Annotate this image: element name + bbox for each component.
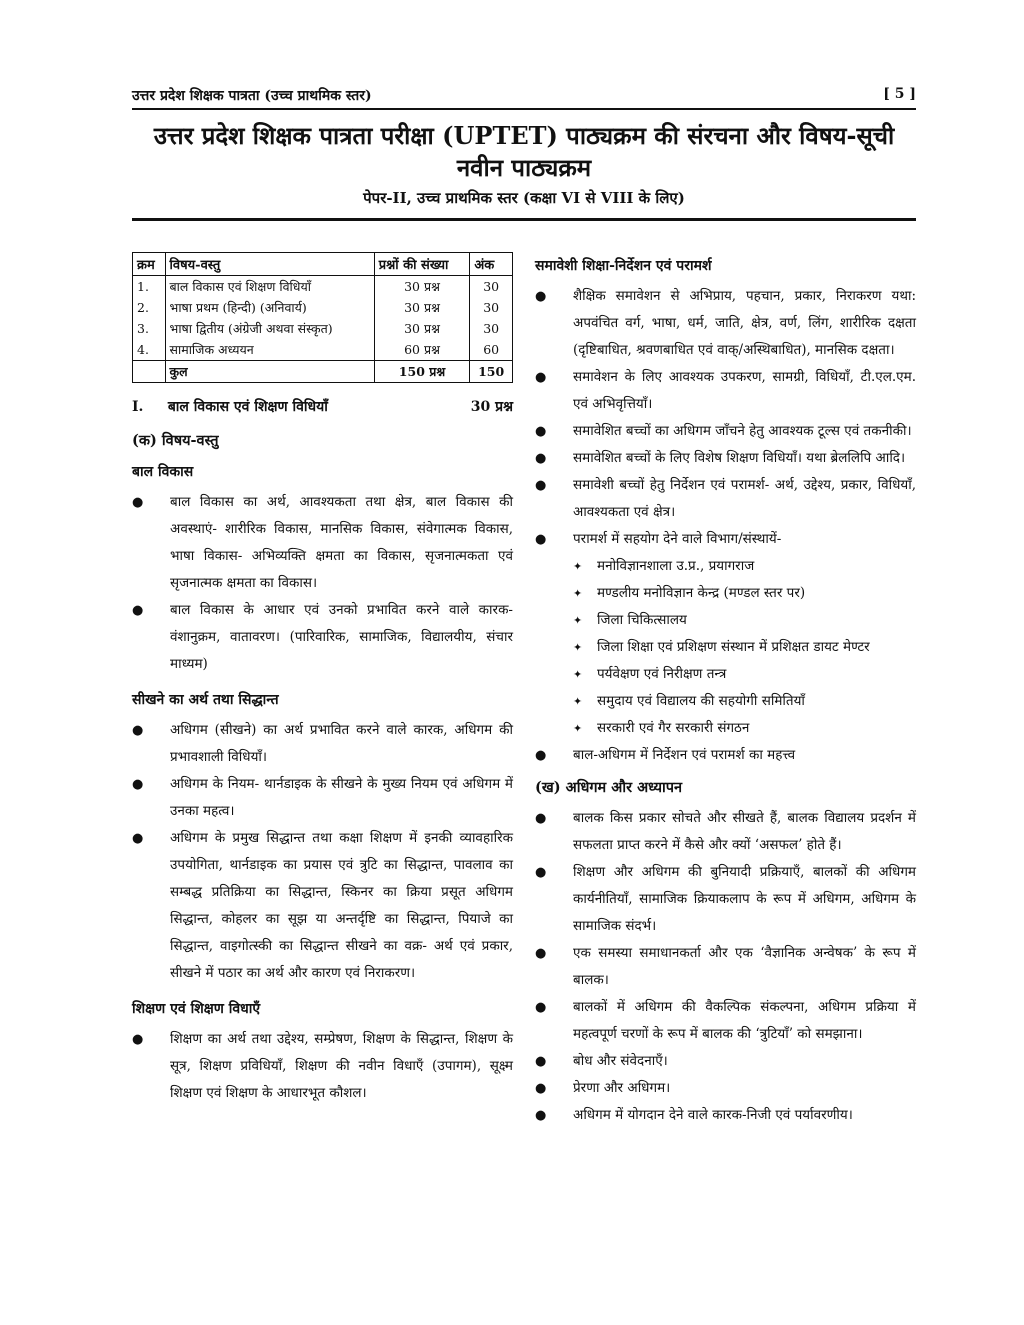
samaveshi-list [535, 283, 916, 553]
samaveshi-last-list [535, 742, 916, 769]
cell-subject: सामाजिक अध्ययन [165, 339, 374, 361]
running-header [132, 86, 916, 110]
list-item: ● शिक्षण और अधिगम की बुनियादी प्रक्रियाएँ, बालकों की अधिगम कार्यनीतियाँ, सामाजिक क्रियाकलाप के रूप में अधिगम, अधिगम के सामाजिक संदर्भ। [535, 859, 916, 940]
cell-questions: 30 प्रश्न [374, 297, 470, 318]
list-item: ● समावेशन के लिए आवश्यक उपकरण, सामग्री, विधियाँ, टी.एल.एम. एवं अभिवृत्तियाँ। [535, 364, 916, 418]
col-header-serial: क्रम [133, 253, 166, 276]
subsection-b-heading: (ख) अधिगम और अध्यापन [535, 779, 683, 796]
cell-serial: 3. [133, 318, 166, 339]
cell-total-marks: 150 [470, 361, 513, 383]
list-item: ● बालक किस प्रकार सोचते और सीखते हैं, बालक विद्यालय प्रदर्शन में सफलता प्राप्त करने में कैसे और क्यों ‘असफल’ होते हैं। [535, 805, 916, 859]
list-item: ● समावेशी बच्चों हेतु निर्देशन एवं परामर्श- अर्थ, उद्देश्य, प्रकार, विधियाँ, आवश्यकता एवं क्षेत्र। [535, 472, 916, 526]
list-item: ● बाल विकास का अर्थ, आवश्यकता तथा क्षेत्र, बाल विकास की अवस्थाएं- शारीरिक विकास, मानसिक विकास, संवेगात्मक विकास, भाषा विकास- अभिव्यक्ति क्षमता का विकास, सृजनात्मकता एवं सृजनात्मक क्षमता का विकास। [132, 489, 513, 597]
section-title: बाल विकास एवं शिक्षण विधियाँ [167, 399, 328, 415]
page-title [132, 120, 916, 184]
list-item: ● बाल विकास के आधार एवं उनको प्रभावित करने वाले कारक- वंशानुक्रम, वातावरण। (पारिवारिक, सामाजिक, विद्यालयीय, संचार माध्यम) [132, 597, 513, 678]
cell-serial: 4. [133, 339, 166, 361]
col-header-marks: अंक [470, 253, 513, 276]
list-item: ● समावेशित बच्चों के लिए विशेष शिक्षण विधियाँ। यथा ब्रेललिपि आदि। [535, 445, 916, 472]
cell-serial: 2. [133, 297, 166, 318]
list-item: ● प्रेरणा और अधिगम। [535, 1075, 916, 1102]
list-item: ✦ जिला चिकित्सालय [535, 607, 916, 634]
cell-marks: 30 [470, 276, 513, 298]
page [132, 86, 916, 1123]
running-title: उत्तर प्रदेश शिक्षक पात्रता (उच्च प्राथमिक स्तर) [132, 88, 372, 104]
subsection-a-heading: (क) विषय-वस्तु [132, 432, 219, 449]
list-item: ● बालकों में अधिगम की वैकल्पिक संकल्पना, अधिगम प्रक्रिया में महत्वपूर्ण चरणों के रूप में बालक की ‘त्रुटियाँ’ को समझाना। [535, 994, 916, 1048]
list-item: ● परामर्श में सहयोग देने वाले विभाग/संस्थायें- [535, 526, 916, 553]
table-row [133, 276, 513, 298]
list-item: ● अधिगम के प्रमुख सिद्धान्त तथा कक्षा शिक्षण में इनकी व्यावहारिक उपयोगिता, थार्नडाइक का प्रयास एवं त्रुटि का सिद्धान्त, पावलाव का सम्बद्ध प्रतिक्रिया का सिद्धान्त, स्किनर का क्रिया प्रसूत अधिगम सिद्धान्त, कोहलर का सूझ या अन्तर्दृष्टि का सिद्धान्त, पियाजे का सिद्धान्त, वाइगोत्स्की का सिद्धान्त सीखने का वक्र- अर्थ एवं प्रकार, सीखने में पठार का अर्थ और कारण एवं निराकरण। [132, 825, 513, 987]
seekhne-list [132, 717, 513, 987]
cell-subject: भाषा द्वितीय (अंग्रेजी अथवा संस्कृत) [165, 318, 374, 339]
cell-subject: बाल विकास एवं शिक्षण विधियाँ [165, 276, 374, 298]
page-number: [ 5 ] [883, 86, 916, 102]
heading-bal-vikas: बाल विकास [132, 464, 194, 480]
list-item: ● शिक्षण का अर्थ तथा उद्देश्य, सम्प्रेषण, शिक्षण के सिद्धान्त, शिक्षण के सूत्र, शिक्षण प्रविधियाँ, शिक्षण की नवीन विधाएँ (उपागम), सूक्ष्म शिक्षण एवं शिक्षण के आधारभूत कौशल। [132, 1026, 513, 1107]
shikshan-list [132, 1026, 513, 1107]
left-column [132, 252, 513, 1129]
list-item: ✦ समुदाय एवं विद्यालय की सहयोगी समितियाँ [535, 688, 916, 715]
title-line-1: उत्तर प्रदेश शिक्षक पात्रता परीक्षा (UPTET) पाठ्यक्रम की संरचना और विषय-सूची [153, 121, 895, 150]
section-number: I. [132, 399, 144, 415]
heading-samaveshi: समावेशी शिक्षा-निर्देशन एवं परामर्श [535, 258, 712, 274]
list-item: ✦ जिला शिक्षा एवं प्रशिक्षण संस्थान में प्रशिक्षत डायट मेण्टर [535, 634, 916, 661]
cell-marks: 60 [470, 339, 513, 361]
section-heading [132, 397, 513, 416]
right-column [535, 252, 916, 1129]
heading-shikshan: शिक्षण एवं शिक्षण विधाएँ [132, 1001, 261, 1017]
list-item: ● समावेशित बच्चों का अधिगम जाँचने हेतु आवश्यक टूल्स एवं तकनीकी। [535, 418, 916, 445]
cell-total-label: कुल [165, 361, 374, 383]
col-header-questions: प्रश्नों की संख्या [374, 253, 470, 276]
list-item: ✦ मनोविज्ञानशाला उ.प्र., प्रयागराज [535, 553, 916, 580]
table-row [133, 318, 513, 339]
list-item: ● बाल-अधिगम में निर्देशन एवं परामर्श का महत्त्व [535, 742, 916, 769]
col-header-subject: विषय-वस्तु [165, 253, 374, 276]
list-item: ● अधिगम के नियम- थार्नडाइक के सीखने के मुख्य नियम एवं अधिगम में उनका महत्व। [132, 771, 513, 825]
departments-list [535, 553, 916, 742]
bal-vikas-list [132, 489, 513, 678]
cell-total-questions: 150 प्रश्न [374, 361, 470, 383]
table-row [133, 297, 513, 318]
cell-serial: 1. [133, 276, 166, 298]
section-questions: 30 प्रश्न [470, 399, 513, 415]
cell-questions: 60 प्रश्न [374, 339, 470, 361]
list-item: ● अधिगम (सीखने) का अर्थ प्रभावित करने वाले कारक, अधिगम की प्रभावशाली विधियाँ। [132, 717, 513, 771]
cell-questions: 30 प्रश्न [374, 276, 470, 298]
list-item: ✦ पर्यवेक्षण एवं निरीक्षण तन्त्र [535, 661, 916, 688]
list-item: ● शैक्षिक समावेशन से अभिप्राय, पहचान, प्रकार, निराकरण यथा: अपवंचित वर्ग, भाषा, धर्म, जाति, क्षेत्र, वर्ण, लिंग, शारीरिक दक्षता (दृष्टिबाधित, श्रवणबाधित एवं वाक्/अस्थिबाधित), मानसिक दक्षता। [535, 283, 916, 364]
heading-seekhne: सीखने का अर्थ तथा सिद्धान्त [132, 692, 279, 708]
adhigam-list [535, 805, 916, 1129]
cell-marks: 30 [470, 297, 513, 318]
list-item: ● अधिगम में योगदान देने वाले कारक-निजी एवं पर्यावरणीय। [535, 1102, 916, 1129]
cell-marks: 30 [470, 318, 513, 339]
syllabus-table [132, 252, 513, 383]
cell-questions: 30 प्रश्न [374, 318, 470, 339]
list-item: ✦ सरकारी एवं गैर सरकारी संगठन [535, 715, 916, 742]
list-item: ✦ मण्डलीय मनोविज्ञान केन्द्र (मण्डल स्तर पर) [535, 580, 916, 607]
cell-subject: भाषा प्रथम (हिन्दी) (अनिवार्य) [165, 297, 374, 318]
table-total-row [133, 361, 513, 383]
list-item: ● बोध और संवेदनाएँ। [535, 1048, 916, 1075]
title-line-2: नवीन पाठ्यक्रम [456, 153, 592, 182]
list-item: ● एक समस्या समाधानकर्ता और एक ‘वैज्ञानिक अन्वेषक’ के रूप में बालक। [535, 940, 916, 994]
table-row [133, 339, 513, 361]
page-subtitle: पेपर-II, उच्च प्राथमिक स्तर (कक्षा VI से VIII के लिए) [132, 188, 916, 221]
cell-serial [133, 361, 166, 383]
